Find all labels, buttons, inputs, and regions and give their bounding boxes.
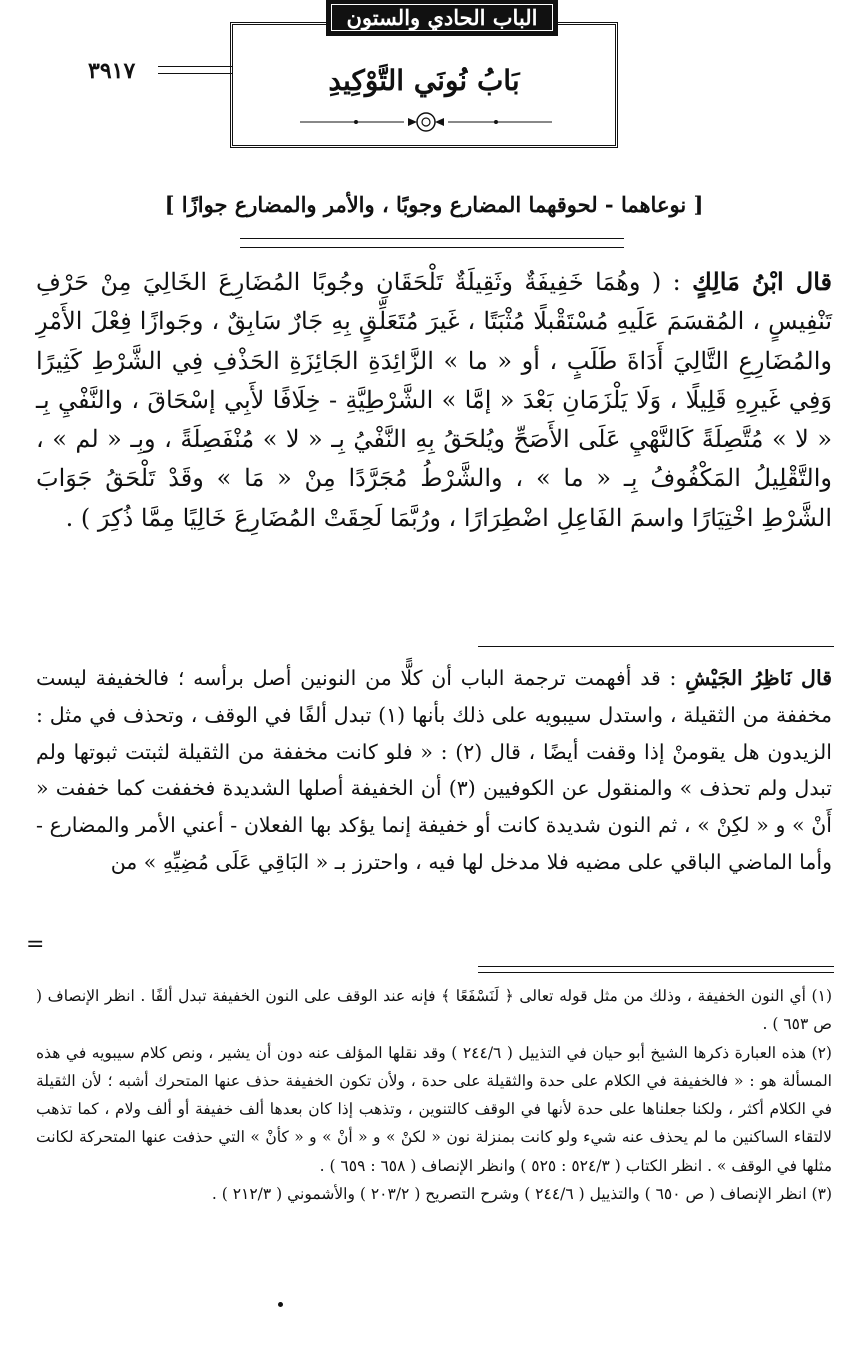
separator-rule [478,646,834,647]
chapter-tag: الباب الحادي والستون [326,0,558,36]
chapter-tag-border [331,4,553,31]
ornament-icon [296,112,556,132]
sharh-author: قال نَاظِرُ الجَيْشِ [685,666,832,690]
footnote: (٣) انظر الإنصاف ( ص ٦٥٠ ) والتذييل ( ٢٤٤/٦ ) وشرح التصريح ( ٢٠٣/٢ ) والأشموني ( ٢١٢/٣ ) . [211,1185,832,1204]
matn-paragraph [36,262,832,538]
page-dot [278,1302,283,1307]
footnote: (١) أي النون الخفيفة ، وذلك من مثل قوله تعالى ﴿ لَنَسْفَعًا ﴾ فإنه عند الوقف على النون الخفيفة تبدل ألفًا . انظر الإنصاف ( ص ٦٥٣ ) . [36,987,832,1034]
footnotes [36,982,832,1208]
matn-text: : ( وهُمَا خَفِيفَةٌ وثَقِيلَةٌ تَلْحَقَانِ وجُوبًا المُضَارِعَ الخَالِيَ مِنْ حَرْفِ تَنْفِيسٍ ، المُقسَمَ عَلَيهِ مُسْتَقْبلًا مُثْبَتًا ، غَيرَ مُتَعَلِّقٍ بِهِ جَارٌ سَابِقٌ ، وجَوازًا فِعْلَ الأَمْرِ والمُضَارِعِ التَّالِيَ أَدَاةَ طَلَبٍ ، أو « ما » الزَّائِدَةِ الجَائِزَةِ الحَذْفِ فِي الشَّرْطِ كَثِيرًا وَفِي غَيرِهِ قَلِيلًا ، وَلَا يَلْزَمَانِ بَعْدَ « إمَّا » الشَّرْطِيَّةِ - خِلَافًا لأَبِي إسْحَاقَ ، والنَّفْيِ بِـ « لا » مُتَّصِلَةً كَالنَّهْيِ عَلَى الأَصَحِّ ويُلحَقُ بِهِ النَّفْيُ بِـ « لا » مُنْفَصِلَةً ، وبِـ « لم » ، والتَّقْلِيلُ المَكْفُوفُ بِـ « ما » ، والشَّرْطُ مُجَرَّدًا مِنْ « مَا » وقَدْ تَلْحَقُ جَوَابَ الشَّرْطِ اخْتِيَارًا واسمَ الفَاعِلِ اضْطِرَارًا ، ورُبَّمَا لَحِقَتْ المُضَارِعَ خَالِيًا مِمَّا ذُكِرَ ) . [36,268,833,532]
continuation-mark: = [26,932,45,957]
sharh-text: : قد أفهمت ترجمة الباب أن كلًّا من النونين أصل برأسه ؛ فالخفيفة ليست مخففة من الثقيلة ، واستدل سيبويه على ذلك بأنها (١) تبدل ألفًا في الوقف ، وتحذف في مثل : الزيدون هل يقومنْ إذا وقفت أيضًا ، قال (٢) : « فلو كانت مخففة من الثقيلة لثبتت ثبوتها ولم تبدل ولم تحذف » والمنقول عن الكوفيين (٣) أن الخفيفة أصلها الشديدة فخففت كما خففت « أَنْ » و « لكِنْ » ، ثم النون شديدة كانت أو خفيفة إنما يؤكد بها الفعلان - أعني الأمر والمضارع - وأما الماضي الباقي على مضيه فلا مدخل لها فيه ، واحترز بـ « البَاقِي عَلَى مُضِيِّهِ » من [36,666,832,874]
chapter-title: بَابُ نُونَي التَّوْكِيدِ [328,64,520,97]
footnote: (٢) هذه العبارة ذكرها الشيخ أبو حيان في التذييل ( ٢٤٤/٦ ) وقد نقلها المؤلف عنه دون أن يشير ، ونص كلام سيبويه في هذه المسألة هو : « فالخفيفة في الكلام على حدة والثقيلة على حدة ، ولأن تكون الخفيفة حذف عنها المتحرك أشبه ؛ لأن الثقيلة في الكلام أكثر ، ولكنا جعلناها على حدة لأنها في الوقف كالتنوين ، وتذهب إذا كان بعدها ألف خفيفة أو ألف ولام ، كما تذهب لالتقاء الساكنين ما لم يحذف عنه شيء ولو كانت بمنزلة نون « لكنْ » و « أنْ » و « كأنْ » التي حذفت عنها المتحركة لكانت مثلها في الوقف » . انظر الكتاب ( ٥٢٤/٣ : ٥٢٥ ) وانظر الإنصاف ( ٦٥٨ : ٦٥٩ ) . [36,1043,832,1175]
sharh-paragraph [36,660,832,881]
matn-author: قال ابْنُ مَالِكٍ [692,267,832,296]
footnote-rule [478,966,834,973]
section-title: [ نوعاهما - لحوقهما المضارع وجوبًا ، والأمر والمضارع جوازًا ] [164,192,704,217]
page-number: ٣٩١٧ [88,58,136,84]
page-number-rule [158,66,232,74]
section-rule [240,238,624,248]
